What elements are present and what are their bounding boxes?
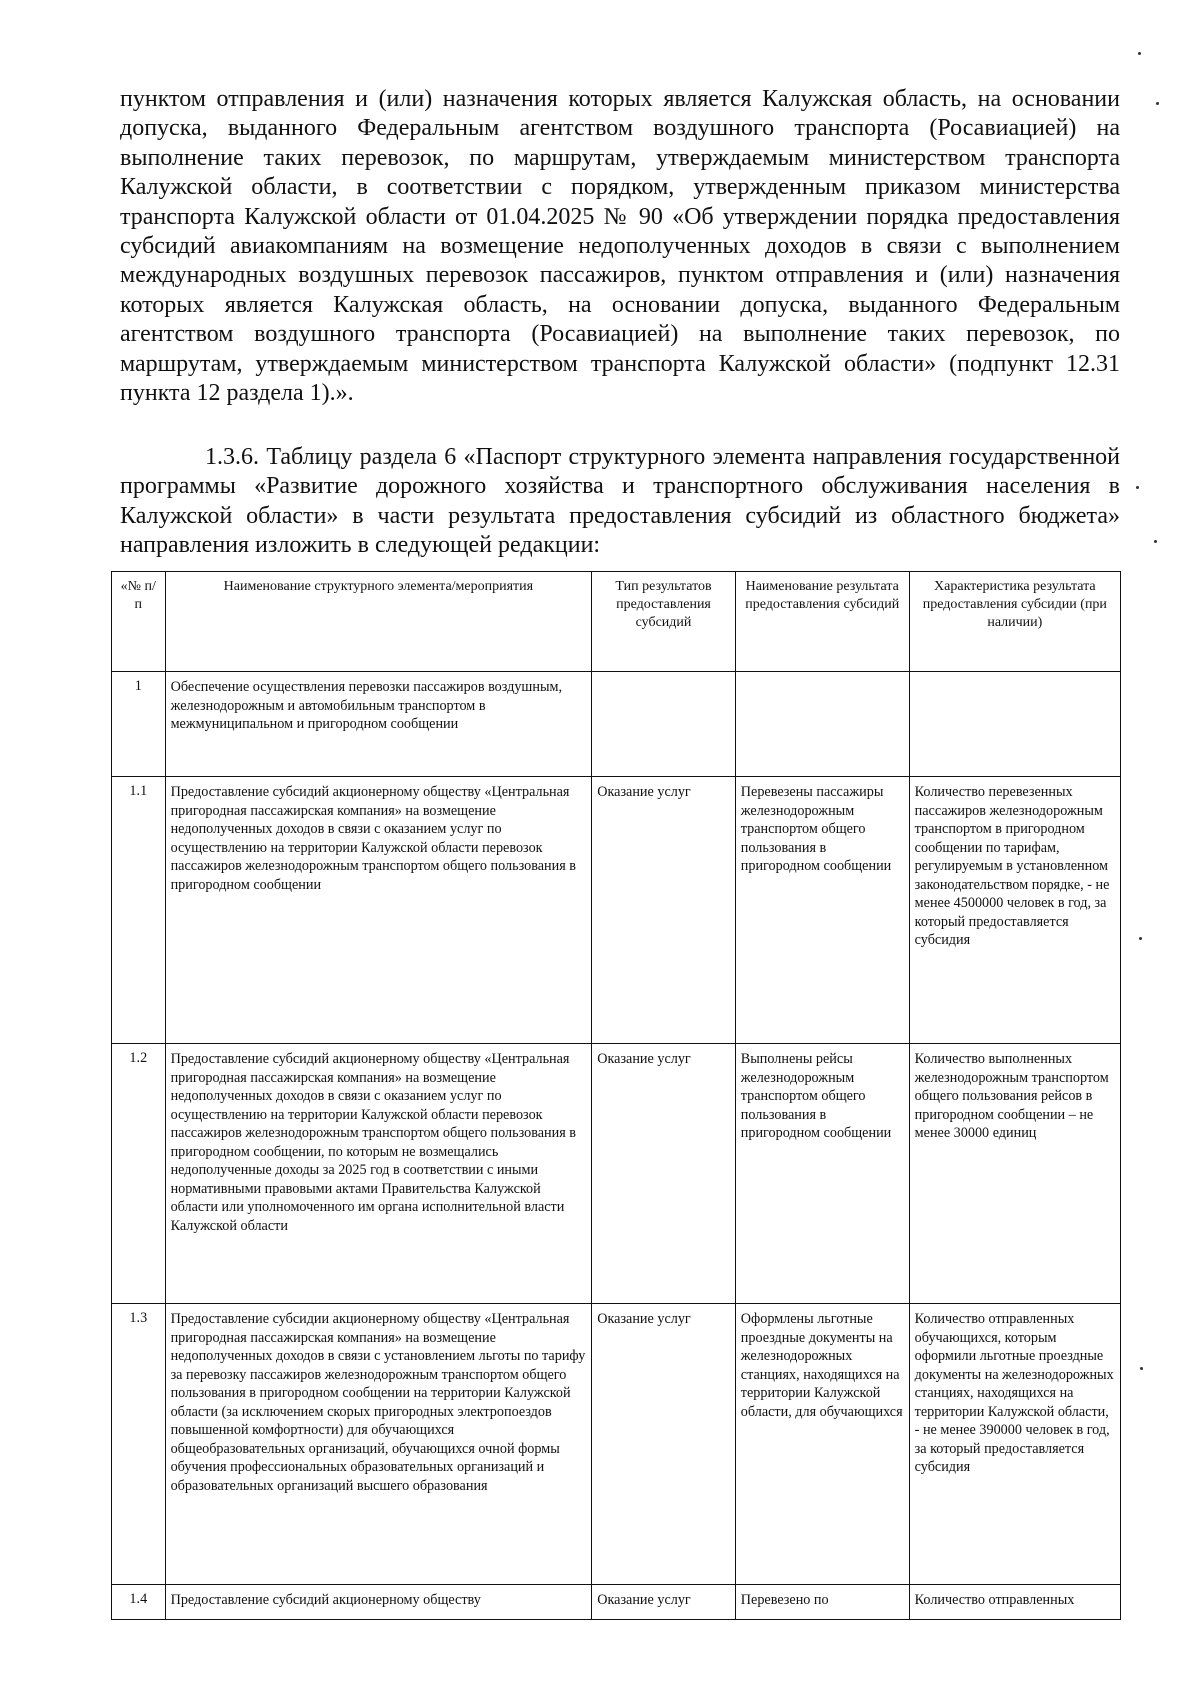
- row-number: 1.1: [112, 777, 166, 1044]
- row-result-type: Оказание услуг: [592, 1044, 736, 1304]
- row-element-name: Предоставление субсидий акционерному обществу: [165, 1585, 592, 1620]
- row-result-characteristic: Количество отправленных: [909, 1585, 1120, 1620]
- row-number: 1.3: [112, 1304, 166, 1585]
- scan-speck: [1140, 1367, 1143, 1370]
- row-result-name: Выполнены рейсы железнодорожным транспортом общего пользования в пригородном сообщении: [735, 1044, 909, 1304]
- scan-speck: [1136, 486, 1139, 489]
- scan-speck: [1138, 52, 1141, 55]
- paragraph-continuation: пунктом отправления и (или) назначения которых является Калужская область, на основании допуска, выданного Федеральным агентством воздушного транспорта (Росавиацией) на выполнение таких перевозок, по маршрутам, утверждаемым министерством транспорта Калужской области, в соответствии с порядком, утвержденным приказом министерства транспорта Калужской области от 01.04.2025 № 90 «Об утверждении порядка предоставления субсидий авиакомпаниям на возмещение недополученных доходов в связи с выполнением международных воздушных перевозок пассажиров, пунктом отправления и (или) назначения которых является Калужская область, на основании допуска, выданного Федеральным агентством воздушного транспорта (Росавиацией) на выполнение таких перевозок, по маршрутам, утверждаемым министерством транспорта Калужской области» (подпункт 12.31 пункта 12 раздела 1).».: [120, 86, 1120, 407]
- header-element-name: Наименование структурного элемента/мероприятия: [165, 572, 592, 672]
- row-result-name: Оформлены льготные проездные документы на железнодорожных станциях, находящихся на территории Калужской области, для обучающихся: [735, 1304, 909, 1585]
- row-result-type: Оказание услуг: [592, 777, 736, 1044]
- row-result-characteristic: Количество отправленных обучающихся, которым оформили льготные проездные документы на железнодорожных станциях, находящихся на территории Калужской области, - не менее 390000 человек в год, за который предоставляется субсидия: [909, 1304, 1120, 1585]
- subsidy-results-table: [111, 571, 1121, 1620]
- row-number: 1.2: [112, 1044, 166, 1304]
- row-result-type: Оказание услуг: [592, 1585, 736, 1620]
- table-header-row: [112, 572, 1121, 672]
- row-number: 1.4: [112, 1585, 166, 1620]
- scan-speck: [1139, 937, 1142, 940]
- row-result-type: [592, 672, 736, 777]
- row-element-name: Обеспечение осуществления перевозки пассажиров воздушным, железнодорожным и автомобильным транспортом в межмуниципальном и пригородном сообщении: [165, 672, 592, 777]
- row-element-name: Предоставление субсидий акционерному обществу «Центральная пригородная пассажирская компания» на возмещение недополученных доходов в связи с оказанием услуг по осуществлению на территории Калужской области перевозок пассажиров железнодорожным транспортом общего пользования в пригородном сообщении, по которым не возмещались недополученные доходы за 2025 год в соответствии с иными нормативными правовыми актами Правительства Калужской области или уполномоченного им органа исполнительной власти Калужской области: [165, 1044, 592, 1304]
- row-result-characteristic: [909, 672, 1120, 777]
- header-result-name: Наименование результата предоставления субсидий: [735, 572, 909, 672]
- row-result-characteristic: Количество перевезенных пассажиров железнодорожным транспортом в пригородном сообщении по тарифам, регулируемым в установленном законодательством порядке, - не менее 4500000 человек в год, за который предоставляется субсидия: [909, 777, 1120, 1044]
- paragraph-1-3-6: 1.3.6. Таблицу раздела 6 «Паспорт структурного элемента направления государственной программы «Развитие дорожного хозяйства и транспортного обслуживания населения в Калужской области» в части результата предоставления субсидий из областного бюджета» направления изложить в следующей редакции:: [120, 444, 1120, 559]
- row-result-type: Оказание услуг: [592, 1304, 736, 1585]
- header-result-characteristic: Характеристика результата предоставления субсидии (при наличии): [909, 572, 1120, 672]
- table-row: [112, 1044, 1121, 1304]
- row-result-name: Перевезено по: [735, 1585, 909, 1620]
- scan-speck: [1154, 540, 1157, 543]
- row-element-name: Предоставление субсидии акционерному обществу «Центральная пригородная пассажирская компания» на возмещение недополученных доходов в связи с установлением льготы по тарифу за перевозку пассажиров железнодорожным транспортом общего пользования в пригородном сообщении на территории Калужской области (за исключением скорых пригородных электропоездов повышенной комфортности) для обучающихся общеобразовательных организаций, обучающихся очной формы обучения профессиональных образовательных организаций и образовательных организаций высшего образования: [165, 1304, 592, 1585]
- row-result-name: [735, 672, 909, 777]
- table-row: [112, 672, 1121, 777]
- row-element-name: Предоставление субсидий акционерному обществу «Центральная пригородная пассажирская компания» на возмещение недополученных доходов в связи с оказанием услуг по осуществлению на территории Калужской области перевозок пассажиров железнодорожным транспортом общего пользования в пригородном сообщении: [165, 777, 592, 1044]
- scan-speck: [1156, 102, 1159, 105]
- header-result-type: Тип результатов предоставления субсидий: [592, 572, 736, 672]
- header-number: «№ п/п: [112, 572, 166, 672]
- row-result-characteristic: Количество выполненных железнодорожным транспортом общего пользования рейсов в пригородном сообщении – не менее 30000 единиц: [909, 1044, 1120, 1304]
- row-number: 1: [112, 672, 166, 777]
- table-row: [112, 777, 1121, 1044]
- table-row: [112, 1585, 1121, 1620]
- table-row: [112, 1304, 1121, 1585]
- row-result-name: Перевезены пассажиры железнодорожным транспортом общего пользования в пригородном сообщении: [735, 777, 909, 1044]
